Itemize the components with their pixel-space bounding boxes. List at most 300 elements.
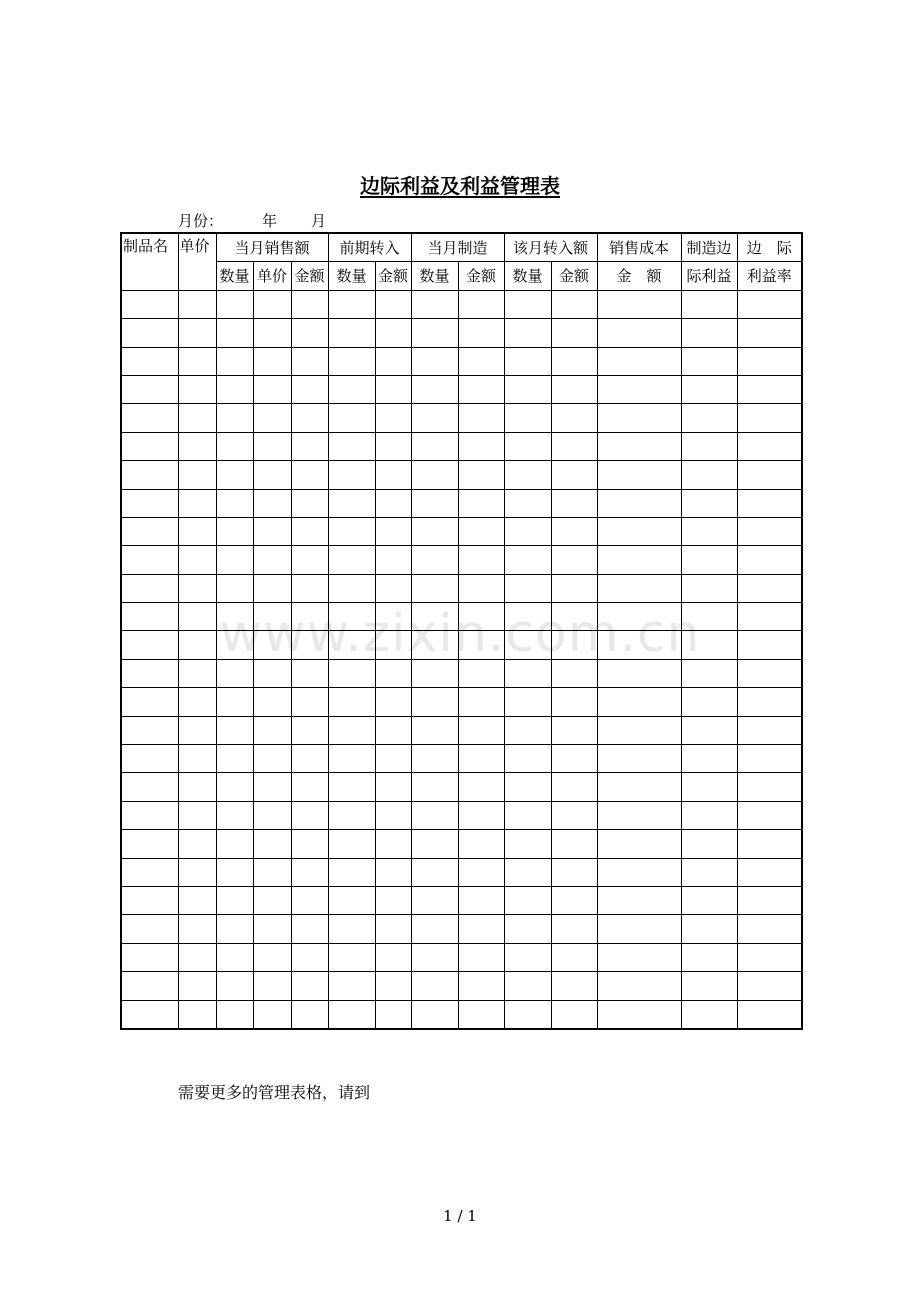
table-cell[interactable] <box>597 375 681 403</box>
table-cell[interactable] <box>178 347 216 375</box>
table-cell[interactable] <box>178 432 216 460</box>
table-cell[interactable] <box>178 574 216 602</box>
table-cell[interactable] <box>737 972 802 1000</box>
table-cell[interactable] <box>597 404 681 432</box>
table-cell[interactable] <box>216 773 253 801</box>
table-cell[interactable] <box>375 745 411 773</box>
table-cell[interactable] <box>375 603 411 631</box>
table-cell[interactable] <box>253 659 291 687</box>
table-cell[interactable] <box>178 943 216 971</box>
table-cell[interactable] <box>216 290 253 318</box>
table-cell[interactable] <box>178 801 216 829</box>
table-cell[interactable] <box>375 461 411 489</box>
table-cell[interactable] <box>504 972 551 1000</box>
table-cell[interactable] <box>178 517 216 545</box>
table-cell[interactable] <box>178 659 216 687</box>
table-cell[interactable] <box>597 489 681 517</box>
table-cell[interactable] <box>458 461 504 489</box>
table-cell[interactable] <box>737 716 802 744</box>
table-cell[interactable] <box>375 830 411 858</box>
table-cell[interactable] <box>737 773 802 801</box>
table-cell[interactable] <box>458 659 504 687</box>
table-cell[interactable] <box>178 972 216 1000</box>
table-cell[interactable] <box>375 659 411 687</box>
table-cell[interactable] <box>216 943 253 971</box>
table-cell[interactable] <box>411 972 458 1000</box>
table-cell[interactable] <box>375 517 411 545</box>
table-cell[interactable] <box>411 404 458 432</box>
table-cell[interactable] <box>551 830 597 858</box>
table-cell[interactable] <box>681 886 737 914</box>
table-cell[interactable] <box>458 375 504 403</box>
table-cell[interactable] <box>681 631 737 659</box>
table-cell[interactable] <box>253 347 291 375</box>
table-cell[interactable] <box>375 773 411 801</box>
table-cell[interactable] <box>504 347 551 375</box>
table-cell[interactable] <box>504 773 551 801</box>
table-cell[interactable] <box>216 659 253 687</box>
table-cell[interactable] <box>328 659 375 687</box>
table-cell[interactable] <box>411 915 458 943</box>
table-cell[interactable] <box>504 517 551 545</box>
table-cell[interactable] <box>328 972 375 1000</box>
table-cell[interactable] <box>681 1000 737 1029</box>
table-cell[interactable] <box>216 517 253 545</box>
table-cell[interactable] <box>328 915 375 943</box>
table-cell[interactable] <box>253 432 291 460</box>
table-cell[interactable] <box>216 404 253 432</box>
table-cell[interactable] <box>458 603 504 631</box>
table-cell[interactable] <box>681 432 737 460</box>
table-cell[interactable] <box>504 688 551 716</box>
table-cell[interactable] <box>291 290 328 318</box>
table-cell[interactable] <box>411 688 458 716</box>
table-cell[interactable] <box>737 375 802 403</box>
table-cell[interactable] <box>551 347 597 375</box>
table-cell[interactable] <box>597 574 681 602</box>
table-cell[interactable] <box>504 461 551 489</box>
table-cell[interactable] <box>291 915 328 943</box>
table-cell[interactable] <box>375 943 411 971</box>
table-cell[interactable] <box>597 773 681 801</box>
table-cell[interactable] <box>681 546 737 574</box>
table-cell[interactable] <box>328 858 375 886</box>
table-cell[interactable] <box>291 1000 328 1029</box>
table-cell[interactable] <box>411 1000 458 1029</box>
table-cell[interactable] <box>551 432 597 460</box>
table-cell[interactable] <box>504 375 551 403</box>
table-cell[interactable] <box>597 659 681 687</box>
table-cell[interactable] <box>291 546 328 574</box>
table-cell[interactable] <box>216 1000 253 1029</box>
table-cell[interactable] <box>458 546 504 574</box>
table-cell[interactable] <box>681 347 737 375</box>
table-cell[interactable] <box>178 461 216 489</box>
table-cell[interactable] <box>121 319 178 347</box>
table-cell[interactable] <box>597 290 681 318</box>
table-cell[interactable] <box>328 489 375 517</box>
table-cell[interactable] <box>411 886 458 914</box>
table-cell[interactable] <box>216 489 253 517</box>
table-cell[interactable] <box>253 404 291 432</box>
table-cell[interactable] <box>737 659 802 687</box>
table-cell[interactable] <box>253 943 291 971</box>
table-cell[interactable] <box>504 404 551 432</box>
table-cell[interactable] <box>411 603 458 631</box>
table-cell[interactable] <box>458 404 504 432</box>
table-cell[interactable] <box>328 546 375 574</box>
table-cell[interactable] <box>291 972 328 1000</box>
table-cell[interactable] <box>121 631 178 659</box>
table-cell[interactable] <box>737 745 802 773</box>
table-cell[interactable] <box>681 290 737 318</box>
table-cell[interactable] <box>178 603 216 631</box>
table-cell[interactable] <box>178 886 216 914</box>
table-cell[interactable] <box>551 517 597 545</box>
table-cell[interactable] <box>504 290 551 318</box>
table-cell[interactable] <box>253 517 291 545</box>
table-cell[interactable] <box>504 1000 551 1029</box>
table-cell[interactable] <box>291 943 328 971</box>
table-cell[interactable] <box>253 801 291 829</box>
table-cell[interactable] <box>178 745 216 773</box>
table-cell[interactable] <box>121 972 178 1000</box>
table-cell[interactable] <box>458 972 504 1000</box>
table-cell[interactable] <box>411 347 458 375</box>
table-cell[interactable] <box>216 461 253 489</box>
table-cell[interactable] <box>121 432 178 460</box>
table-cell[interactable] <box>551 375 597 403</box>
table-cell[interactable] <box>504 432 551 460</box>
table-cell[interactable] <box>253 972 291 1000</box>
table-cell[interactable] <box>291 517 328 545</box>
table-cell[interactable] <box>375 801 411 829</box>
table-cell[interactable] <box>458 915 504 943</box>
table-cell[interactable] <box>458 858 504 886</box>
table-cell[interactable] <box>597 432 681 460</box>
table-cell[interactable] <box>551 858 597 886</box>
table-cell[interactable] <box>737 489 802 517</box>
table-cell[interactable] <box>216 745 253 773</box>
table-cell[interactable] <box>121 801 178 829</box>
table-cell[interactable] <box>411 659 458 687</box>
table-cell[interactable] <box>216 574 253 602</box>
table-cell[interactable] <box>504 574 551 602</box>
table-cell[interactable] <box>551 461 597 489</box>
table-cell[interactable] <box>551 688 597 716</box>
table-cell[interactable] <box>411 858 458 886</box>
table-cell[interactable] <box>551 972 597 1000</box>
table-cell[interactable] <box>291 830 328 858</box>
table-cell[interactable] <box>458 943 504 971</box>
table-cell[interactable] <box>216 972 253 1000</box>
table-cell[interactable] <box>504 631 551 659</box>
table-cell[interactable] <box>458 347 504 375</box>
table-cell[interactable] <box>458 517 504 545</box>
table-cell[interactable] <box>681 773 737 801</box>
table-cell[interactable] <box>216 347 253 375</box>
table-cell[interactable] <box>458 574 504 602</box>
table-cell[interactable] <box>216 375 253 403</box>
table-cell[interactable] <box>253 631 291 659</box>
table-cell[interactable] <box>458 1000 504 1029</box>
table-cell[interactable] <box>411 290 458 318</box>
table-cell[interactable] <box>216 915 253 943</box>
table-cell[interactable] <box>411 489 458 517</box>
table-cell[interactable] <box>328 716 375 744</box>
table-cell[interactable] <box>291 745 328 773</box>
table-cell[interactable] <box>375 290 411 318</box>
table-cell[interactable] <box>216 801 253 829</box>
table-cell[interactable] <box>411 319 458 347</box>
table-cell[interactable] <box>178 404 216 432</box>
table-cell[interactable] <box>597 972 681 1000</box>
table-cell[interactable] <box>737 688 802 716</box>
table-cell[interactable] <box>253 1000 291 1029</box>
table-cell[interactable] <box>178 631 216 659</box>
table-cell[interactable] <box>328 943 375 971</box>
table-cell[interactable] <box>253 546 291 574</box>
table-cell[interactable] <box>737 830 802 858</box>
table-cell[interactable] <box>597 745 681 773</box>
table-cell[interactable] <box>178 1000 216 1029</box>
table-cell[interactable] <box>737 432 802 460</box>
table-cell[interactable] <box>375 375 411 403</box>
table-cell[interactable] <box>458 489 504 517</box>
table-cell[interactable] <box>291 858 328 886</box>
table-cell[interactable] <box>681 517 737 545</box>
table-cell[interactable] <box>178 858 216 886</box>
table-cell[interactable] <box>178 688 216 716</box>
table-cell[interactable] <box>597 915 681 943</box>
table-cell[interactable] <box>597 716 681 744</box>
table-cell[interactable] <box>121 858 178 886</box>
table-cell[interactable] <box>291 716 328 744</box>
table-cell[interactable] <box>216 830 253 858</box>
table-cell[interactable] <box>458 688 504 716</box>
table-cell[interactable] <box>121 659 178 687</box>
table-cell[interactable] <box>458 290 504 318</box>
table-cell[interactable] <box>121 716 178 744</box>
table-cell[interactable] <box>216 886 253 914</box>
table-cell[interactable] <box>178 546 216 574</box>
table-cell[interactable] <box>253 773 291 801</box>
table-cell[interactable] <box>597 546 681 574</box>
table-cell[interactable] <box>504 830 551 858</box>
table-cell[interactable] <box>737 801 802 829</box>
table-cell[interactable] <box>291 574 328 602</box>
table-cell[interactable] <box>411 631 458 659</box>
table-cell[interactable] <box>375 1000 411 1029</box>
table-cell[interactable] <box>681 319 737 347</box>
table-cell[interactable] <box>597 461 681 489</box>
table-cell[interactable] <box>328 347 375 375</box>
table-cell[interactable] <box>681 375 737 403</box>
table-cell[interactable] <box>375 347 411 375</box>
table-cell[interactable] <box>178 375 216 403</box>
table-cell[interactable] <box>375 716 411 744</box>
table-cell[interactable] <box>551 886 597 914</box>
table-cell[interactable] <box>328 1000 375 1029</box>
table-cell[interactable] <box>121 688 178 716</box>
table-cell[interactable] <box>458 745 504 773</box>
table-cell[interactable] <box>597 319 681 347</box>
table-cell[interactable] <box>504 943 551 971</box>
table-cell[interactable] <box>121 347 178 375</box>
table-cell[interactable] <box>411 745 458 773</box>
table-cell[interactable] <box>328 886 375 914</box>
table-cell[interactable] <box>411 517 458 545</box>
table-cell[interactable] <box>681 404 737 432</box>
table-cell[interactable] <box>121 517 178 545</box>
table-cell[interactable] <box>551 1000 597 1029</box>
table-cell[interactable] <box>253 489 291 517</box>
table-cell[interactable] <box>411 375 458 403</box>
table-cell[interactable] <box>504 801 551 829</box>
table-cell[interactable] <box>504 489 551 517</box>
table-cell[interactable] <box>551 716 597 744</box>
table-cell[interactable] <box>291 688 328 716</box>
table-cell[interactable] <box>291 461 328 489</box>
table-cell[interactable] <box>121 574 178 602</box>
table-cell[interactable] <box>121 773 178 801</box>
table-cell[interactable] <box>411 461 458 489</box>
table-cell[interactable] <box>597 886 681 914</box>
table-cell[interactable] <box>411 773 458 801</box>
table-cell[interactable] <box>737 461 802 489</box>
table-cell[interactable] <box>411 716 458 744</box>
table-cell[interactable] <box>504 546 551 574</box>
table-cell[interactable] <box>375 915 411 943</box>
table-cell[interactable] <box>681 489 737 517</box>
table-cell[interactable] <box>458 886 504 914</box>
table-cell[interactable] <box>411 546 458 574</box>
table-cell[interactable] <box>253 858 291 886</box>
table-cell[interactable] <box>328 461 375 489</box>
table-cell[interactable] <box>504 745 551 773</box>
table-cell[interactable] <box>597 603 681 631</box>
table-cell[interactable] <box>504 858 551 886</box>
table-cell[interactable] <box>291 801 328 829</box>
table-cell[interactable] <box>551 404 597 432</box>
table-cell[interactable] <box>178 716 216 744</box>
table-cell[interactable] <box>597 943 681 971</box>
table-cell[interactable] <box>458 716 504 744</box>
table-cell[interactable] <box>291 631 328 659</box>
table-cell[interactable] <box>178 319 216 347</box>
table-cell[interactable] <box>737 290 802 318</box>
table-cell[interactable] <box>216 631 253 659</box>
table-cell[interactable] <box>121 489 178 517</box>
table-cell[interactable] <box>375 546 411 574</box>
table-cell[interactable] <box>551 801 597 829</box>
table-cell[interactable] <box>121 546 178 574</box>
table-cell[interactable] <box>681 461 737 489</box>
table-cell[interactable] <box>504 716 551 744</box>
table-cell[interactable] <box>681 801 737 829</box>
table-cell[interactable] <box>328 319 375 347</box>
table-cell[interactable] <box>121 1000 178 1029</box>
table-cell[interactable] <box>291 886 328 914</box>
table-cell[interactable] <box>375 319 411 347</box>
table-cell[interactable] <box>328 517 375 545</box>
table-cell[interactable] <box>291 347 328 375</box>
table-cell[interactable] <box>121 404 178 432</box>
table-cell[interactable] <box>178 773 216 801</box>
table-cell[interactable] <box>737 603 802 631</box>
table-cell[interactable] <box>681 830 737 858</box>
table-cell[interactable] <box>737 574 802 602</box>
table-cell[interactable] <box>216 432 253 460</box>
table-cell[interactable] <box>681 915 737 943</box>
table-cell[interactable] <box>216 319 253 347</box>
table-cell[interactable] <box>328 801 375 829</box>
table-cell[interactable] <box>551 319 597 347</box>
table-cell[interactable] <box>597 517 681 545</box>
table-cell[interactable] <box>328 603 375 631</box>
table-cell[interactable] <box>737 319 802 347</box>
table-cell[interactable] <box>253 375 291 403</box>
table-cell[interactable] <box>458 631 504 659</box>
table-cell[interactable] <box>291 375 328 403</box>
table-cell[interactable] <box>504 319 551 347</box>
table-cell[interactable] <box>551 631 597 659</box>
table-cell[interactable] <box>216 858 253 886</box>
table-cell[interactable] <box>737 915 802 943</box>
table-cell[interactable] <box>253 716 291 744</box>
table-cell[interactable] <box>121 943 178 971</box>
table-cell[interactable] <box>375 432 411 460</box>
table-cell[interactable] <box>291 659 328 687</box>
table-cell[interactable] <box>737 546 802 574</box>
table-cell[interactable] <box>681 659 737 687</box>
table-cell[interactable] <box>597 631 681 659</box>
table-cell[interactable] <box>375 574 411 602</box>
table-cell[interactable] <box>504 659 551 687</box>
table-cell[interactable] <box>328 773 375 801</box>
table-cell[interactable] <box>737 631 802 659</box>
table-cell[interactable] <box>458 432 504 460</box>
table-cell[interactable] <box>411 943 458 971</box>
table-cell[interactable] <box>291 432 328 460</box>
table-cell[interactable] <box>375 858 411 886</box>
table-cell[interactable] <box>375 404 411 432</box>
table-cell[interactable] <box>551 915 597 943</box>
table-cell[interactable] <box>411 801 458 829</box>
table-cell[interactable] <box>681 603 737 631</box>
table-cell[interactable] <box>504 886 551 914</box>
table-cell[interactable] <box>681 858 737 886</box>
table-cell[interactable] <box>681 972 737 1000</box>
table-cell[interactable] <box>253 886 291 914</box>
table-cell[interactable] <box>328 631 375 659</box>
table-cell[interactable] <box>328 688 375 716</box>
table-cell[interactable] <box>178 489 216 517</box>
table-cell[interactable] <box>551 489 597 517</box>
table-cell[interactable] <box>375 886 411 914</box>
table-cell[interactable] <box>178 290 216 318</box>
table-cell[interactable] <box>253 290 291 318</box>
table-cell[interactable] <box>121 745 178 773</box>
table-cell[interactable] <box>178 830 216 858</box>
table-cell[interactable] <box>121 290 178 318</box>
table-cell[interactable] <box>375 489 411 517</box>
table-cell[interactable] <box>458 801 504 829</box>
table-cell[interactable] <box>375 972 411 1000</box>
table-cell[interactable] <box>551 546 597 574</box>
table-cell[interactable] <box>328 375 375 403</box>
table-cell[interactable] <box>597 830 681 858</box>
